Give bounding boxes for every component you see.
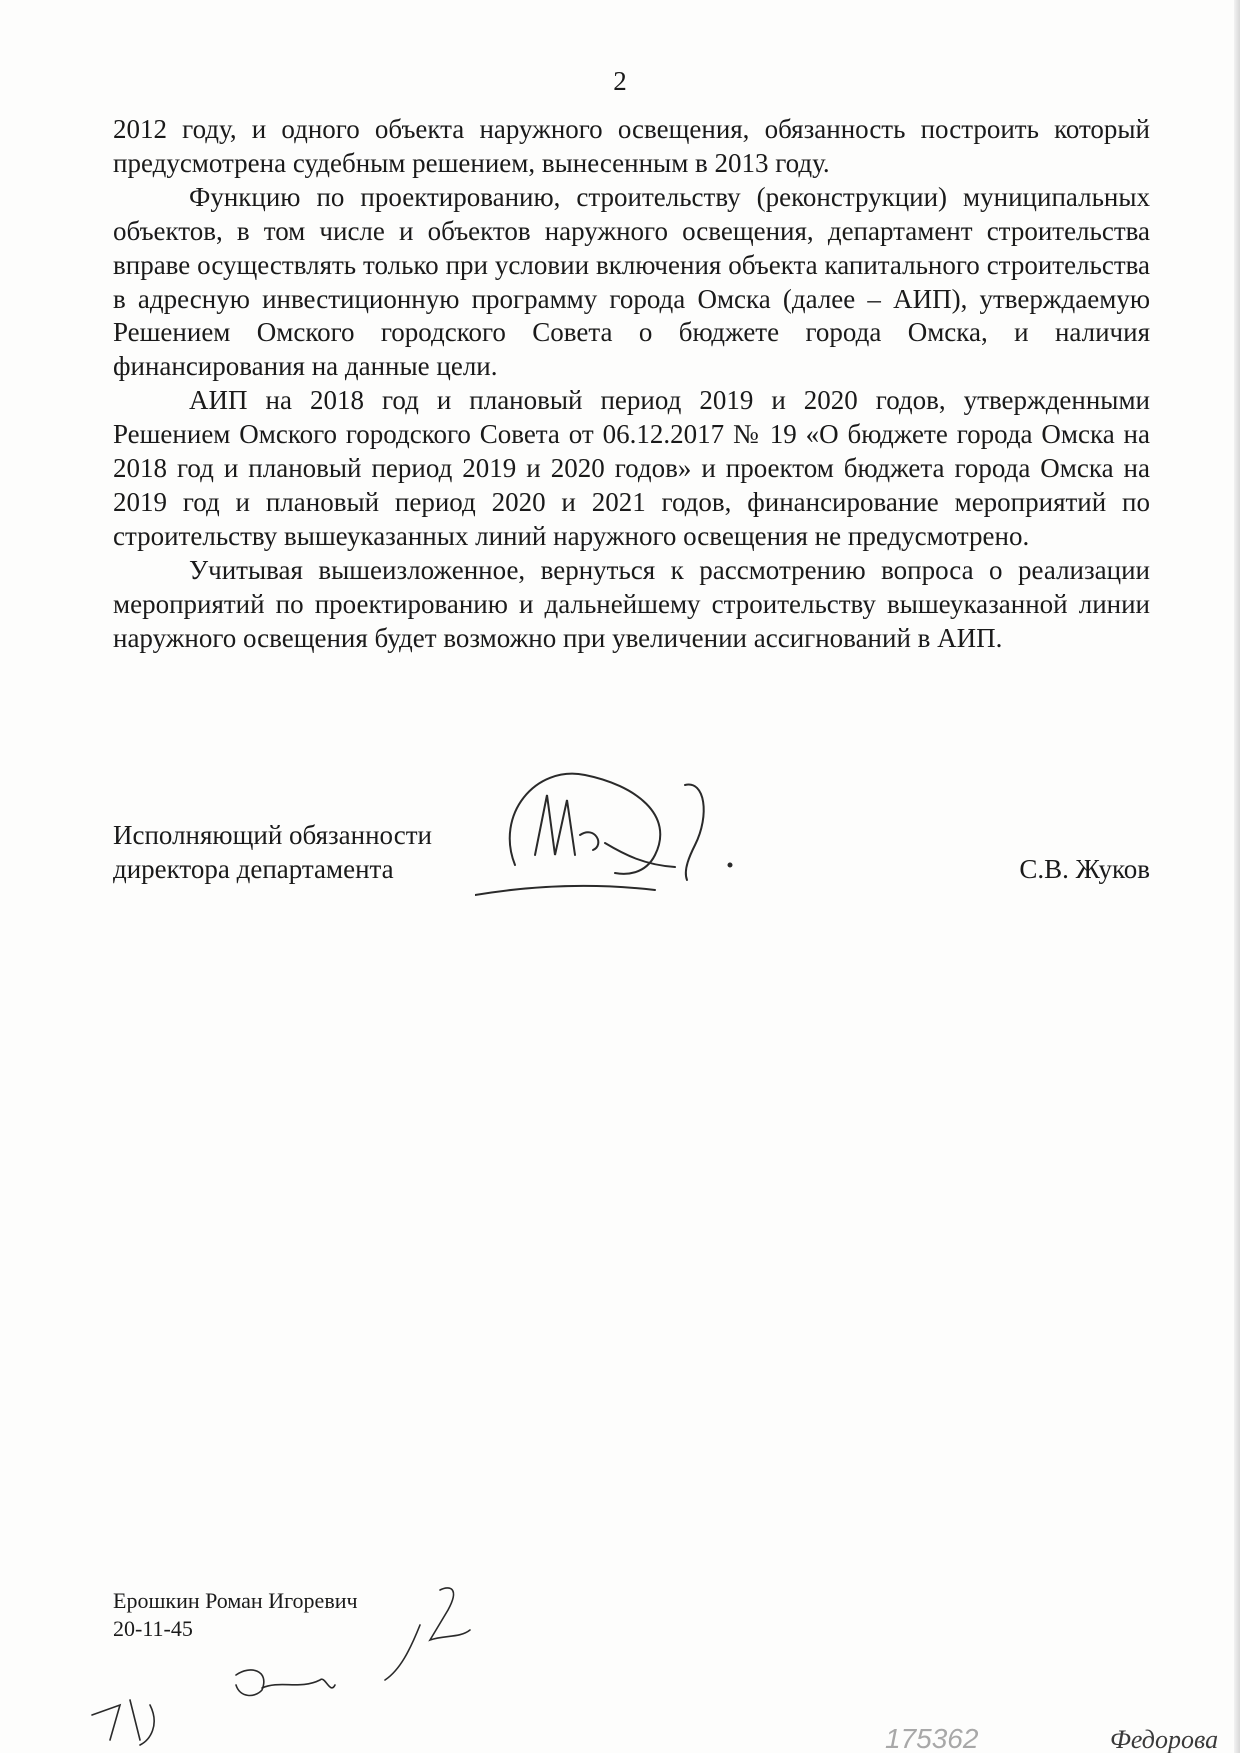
paragraph-continuation: 2012 году, и одного объекта наружного освещения, обязанность построить который предусмотрена судебным решением, вынесенным в 2013 году. — [113, 114, 1150, 178]
page-number: 2 — [613, 66, 627, 96]
paragraph-function: Функцию по проектированию, строительству (реконструкции) муниципальных объектов, в том числе и объектов наружного освещения, департамент строительства вправе осуществлять только при условии включения объекта капитального строительства в адресную инвестиционную программу города Омска (далее – АИП), утверждаемую Решением Омского городского Совета о бюджете города Омска, и наличия финансирования на данные цели. — [113, 181, 1150, 382]
paragraph-budget: АИП на 2018 год и плановый период 2019 и 2020 годов, утвержденными Решением Омского городского Совета от 06.12.2017 № 19 «О бюджете города Омска на 2018 год и плановый период 2019 и 2020 годов» и проектом бюджета города Омска на 2019 год и плановый период 2020 и 2021 годов, финансирование мероприятий по строительству вышеуказанных линий наружного освещения не предусмотрено. — [113, 385, 1150, 551]
signatory-position-line1: Исполняющий обязанности — [113, 820, 432, 850]
letter-body — [113, 113, 1150, 656]
handwritten-marks — [0, 1580, 1240, 1753]
executor-name: Ерошкин Роман Игоревич — [113, 1588, 358, 1613]
signature-block — [113, 818, 1150, 908]
signatory-position-line2: директора департамента — [113, 854, 394, 884]
paragraph-conclusion: Учитывая вышеизложенное, вернуться к рассмотрению вопроса о реализации мероприятий по проектированию и дальнейшему строительству вышеуказанной линии наружного освещения будет возможно при увеличении ассигнований в АИП. — [113, 554, 1150, 653]
margin-note: Федорова — [1110, 1725, 1219, 1753]
signatory-name: С.В. Жуков — [1019, 854, 1150, 884]
executor-phone: 20-11-45 — [113, 1616, 193, 1641]
scan-edge — [1234, 0, 1240, 1753]
stamp-number: 175362 — [885, 1723, 979, 1753]
